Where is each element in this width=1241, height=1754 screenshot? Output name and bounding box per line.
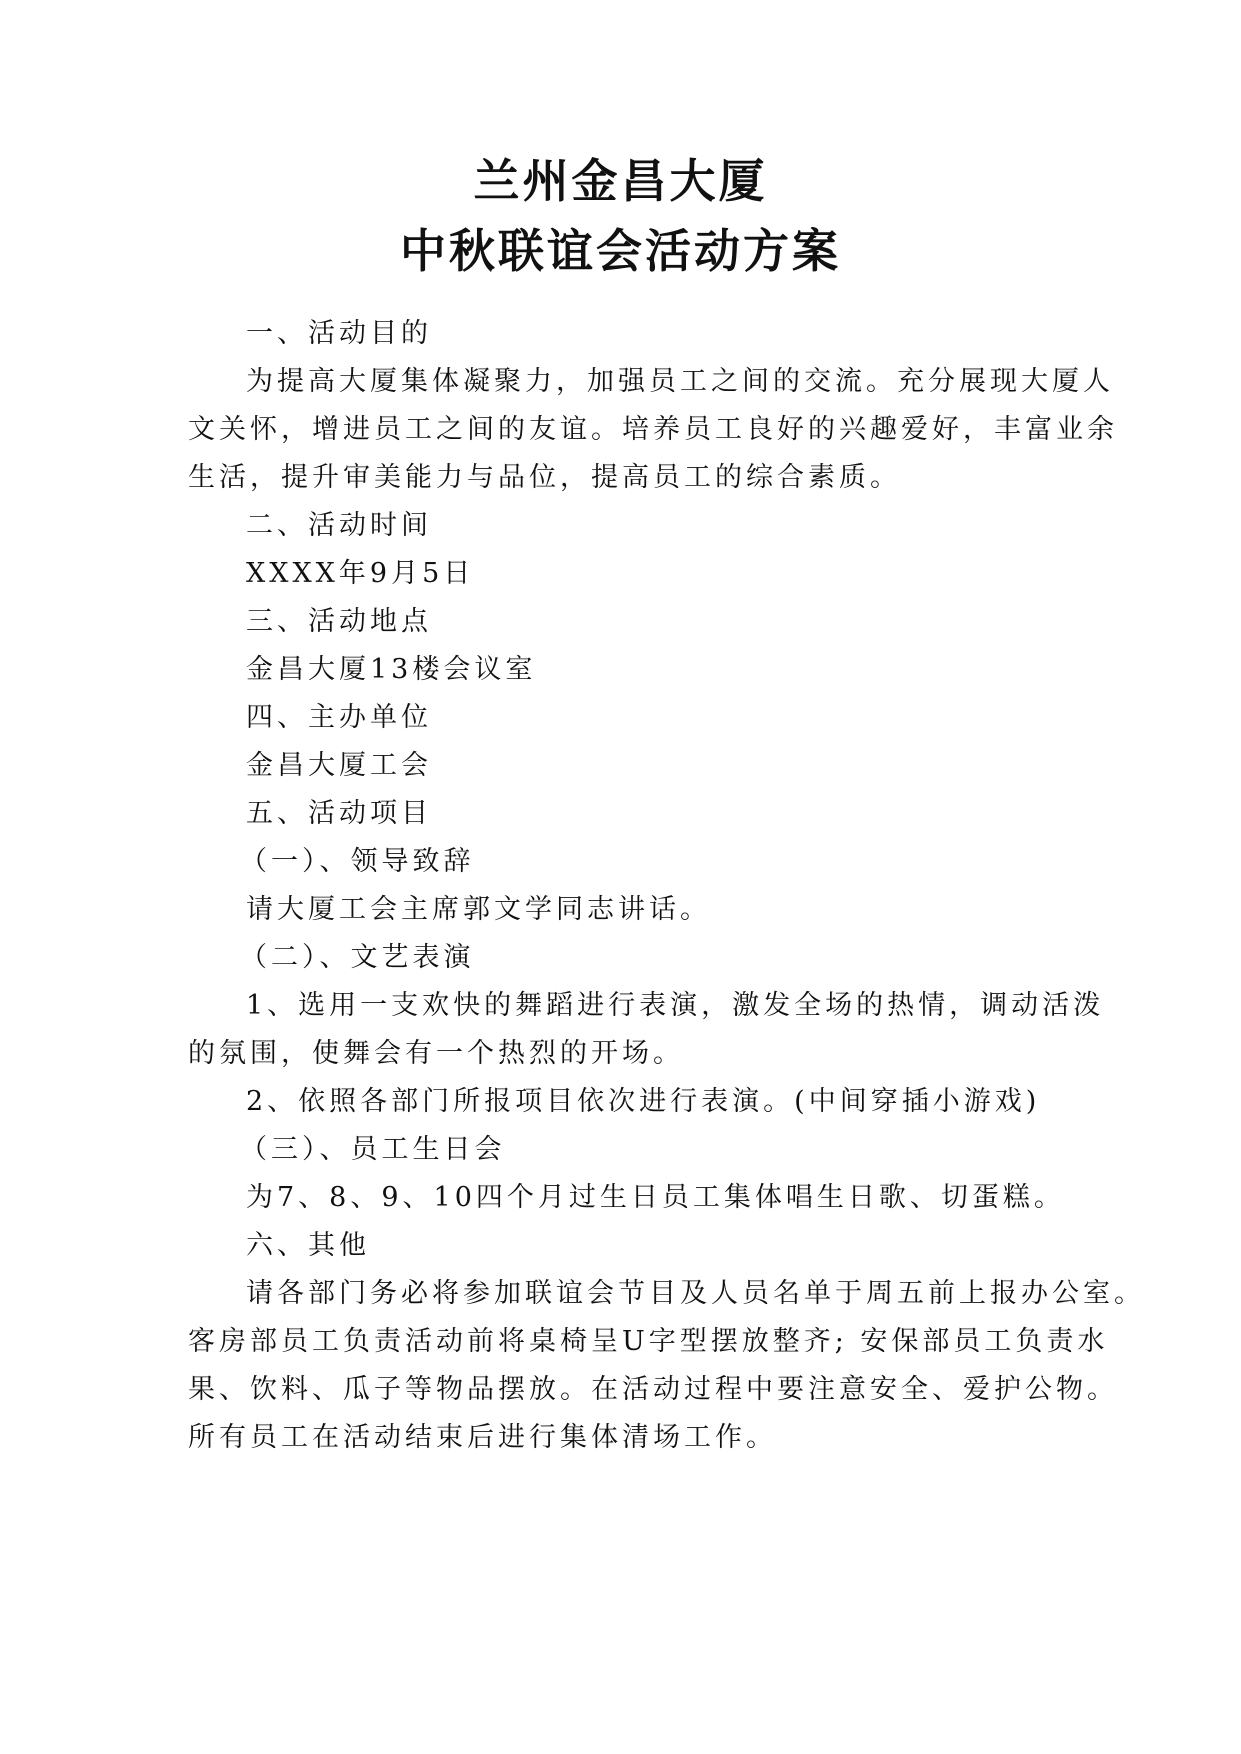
paragraph-line: 的氛围，使舞会有一个热烈的开场。 bbox=[188, 1038, 684, 1069]
paragraph-line: 2、依照各部门所报项目依次进行表演。(中间穿插小游戏) bbox=[246, 1086, 1041, 1117]
paragraph-line: 金昌大厦13楼会议室 bbox=[246, 654, 537, 685]
section-heading: 四、主办单位 bbox=[246, 702, 432, 733]
document-body bbox=[188, 310, 1145, 1462]
paragraph-line: 果、饮料、瓜子等物品摆放。在活动过程中要注意安全、爱护公物。 bbox=[188, 1374, 1118, 1405]
subsection-heading: （二）、文艺表演 bbox=[240, 942, 475, 973]
paragraph-line: 文关怀，增进员工之间的友谊。培养员工良好的兴趣爱好，丰富业余 bbox=[188, 414, 1118, 445]
section-heading: 二、活动时间 bbox=[246, 510, 432, 541]
section-heading: 三、活动地点 bbox=[246, 606, 432, 637]
paragraph-line: 金昌大厦工会 bbox=[246, 750, 432, 781]
paragraph-line: 为提高大厦集体凝聚力，加强员工之间的交流。充分展现大厦人 bbox=[246, 366, 1114, 397]
paragraph-line: 请各部门务必将参加联谊会节目及人员名单于周五前上报办公室。 bbox=[246, 1278, 1145, 1309]
paragraph-line: 1、选用一支欢快的舞蹈进行表演，激发全场的热情，调动活泼 bbox=[246, 990, 1105, 1021]
paragraph-line: 客房部员工负责活动前将桌椅呈U字型摆放整齐; 安保部员工负责水 bbox=[188, 1326, 1109, 1357]
section-heading: 六、其他 bbox=[246, 1230, 370, 1261]
document-title: 兰州金昌大厦 bbox=[473, 154, 768, 208]
section-heading: 五、活动项目 bbox=[246, 798, 432, 829]
section-heading: 一、活动目的 bbox=[246, 318, 432, 349]
subsection-heading: （三）、员工生日会 bbox=[240, 1134, 506, 1165]
paragraph-line: 请大厦工会主席郭文学同志讲话。 bbox=[246, 894, 711, 925]
document-subtitle: 中秋联谊会活动方案 bbox=[400, 224, 841, 278]
paragraph-line: 生活，提升审美能力与品位，提高员工的综合素质。 bbox=[188, 462, 901, 493]
paragraph-line: XXXX年9月5日 bbox=[246, 558, 475, 589]
subsection-heading: （一）、领导致辞 bbox=[240, 846, 475, 877]
paragraph-line: 所有员工在活动结束后进行集体清场工作。 bbox=[188, 1422, 777, 1453]
paragraph-line: 为7、8、9、10四个月过生日员工集体唱生日歌、切蛋糕。 bbox=[246, 1182, 1065, 1213]
